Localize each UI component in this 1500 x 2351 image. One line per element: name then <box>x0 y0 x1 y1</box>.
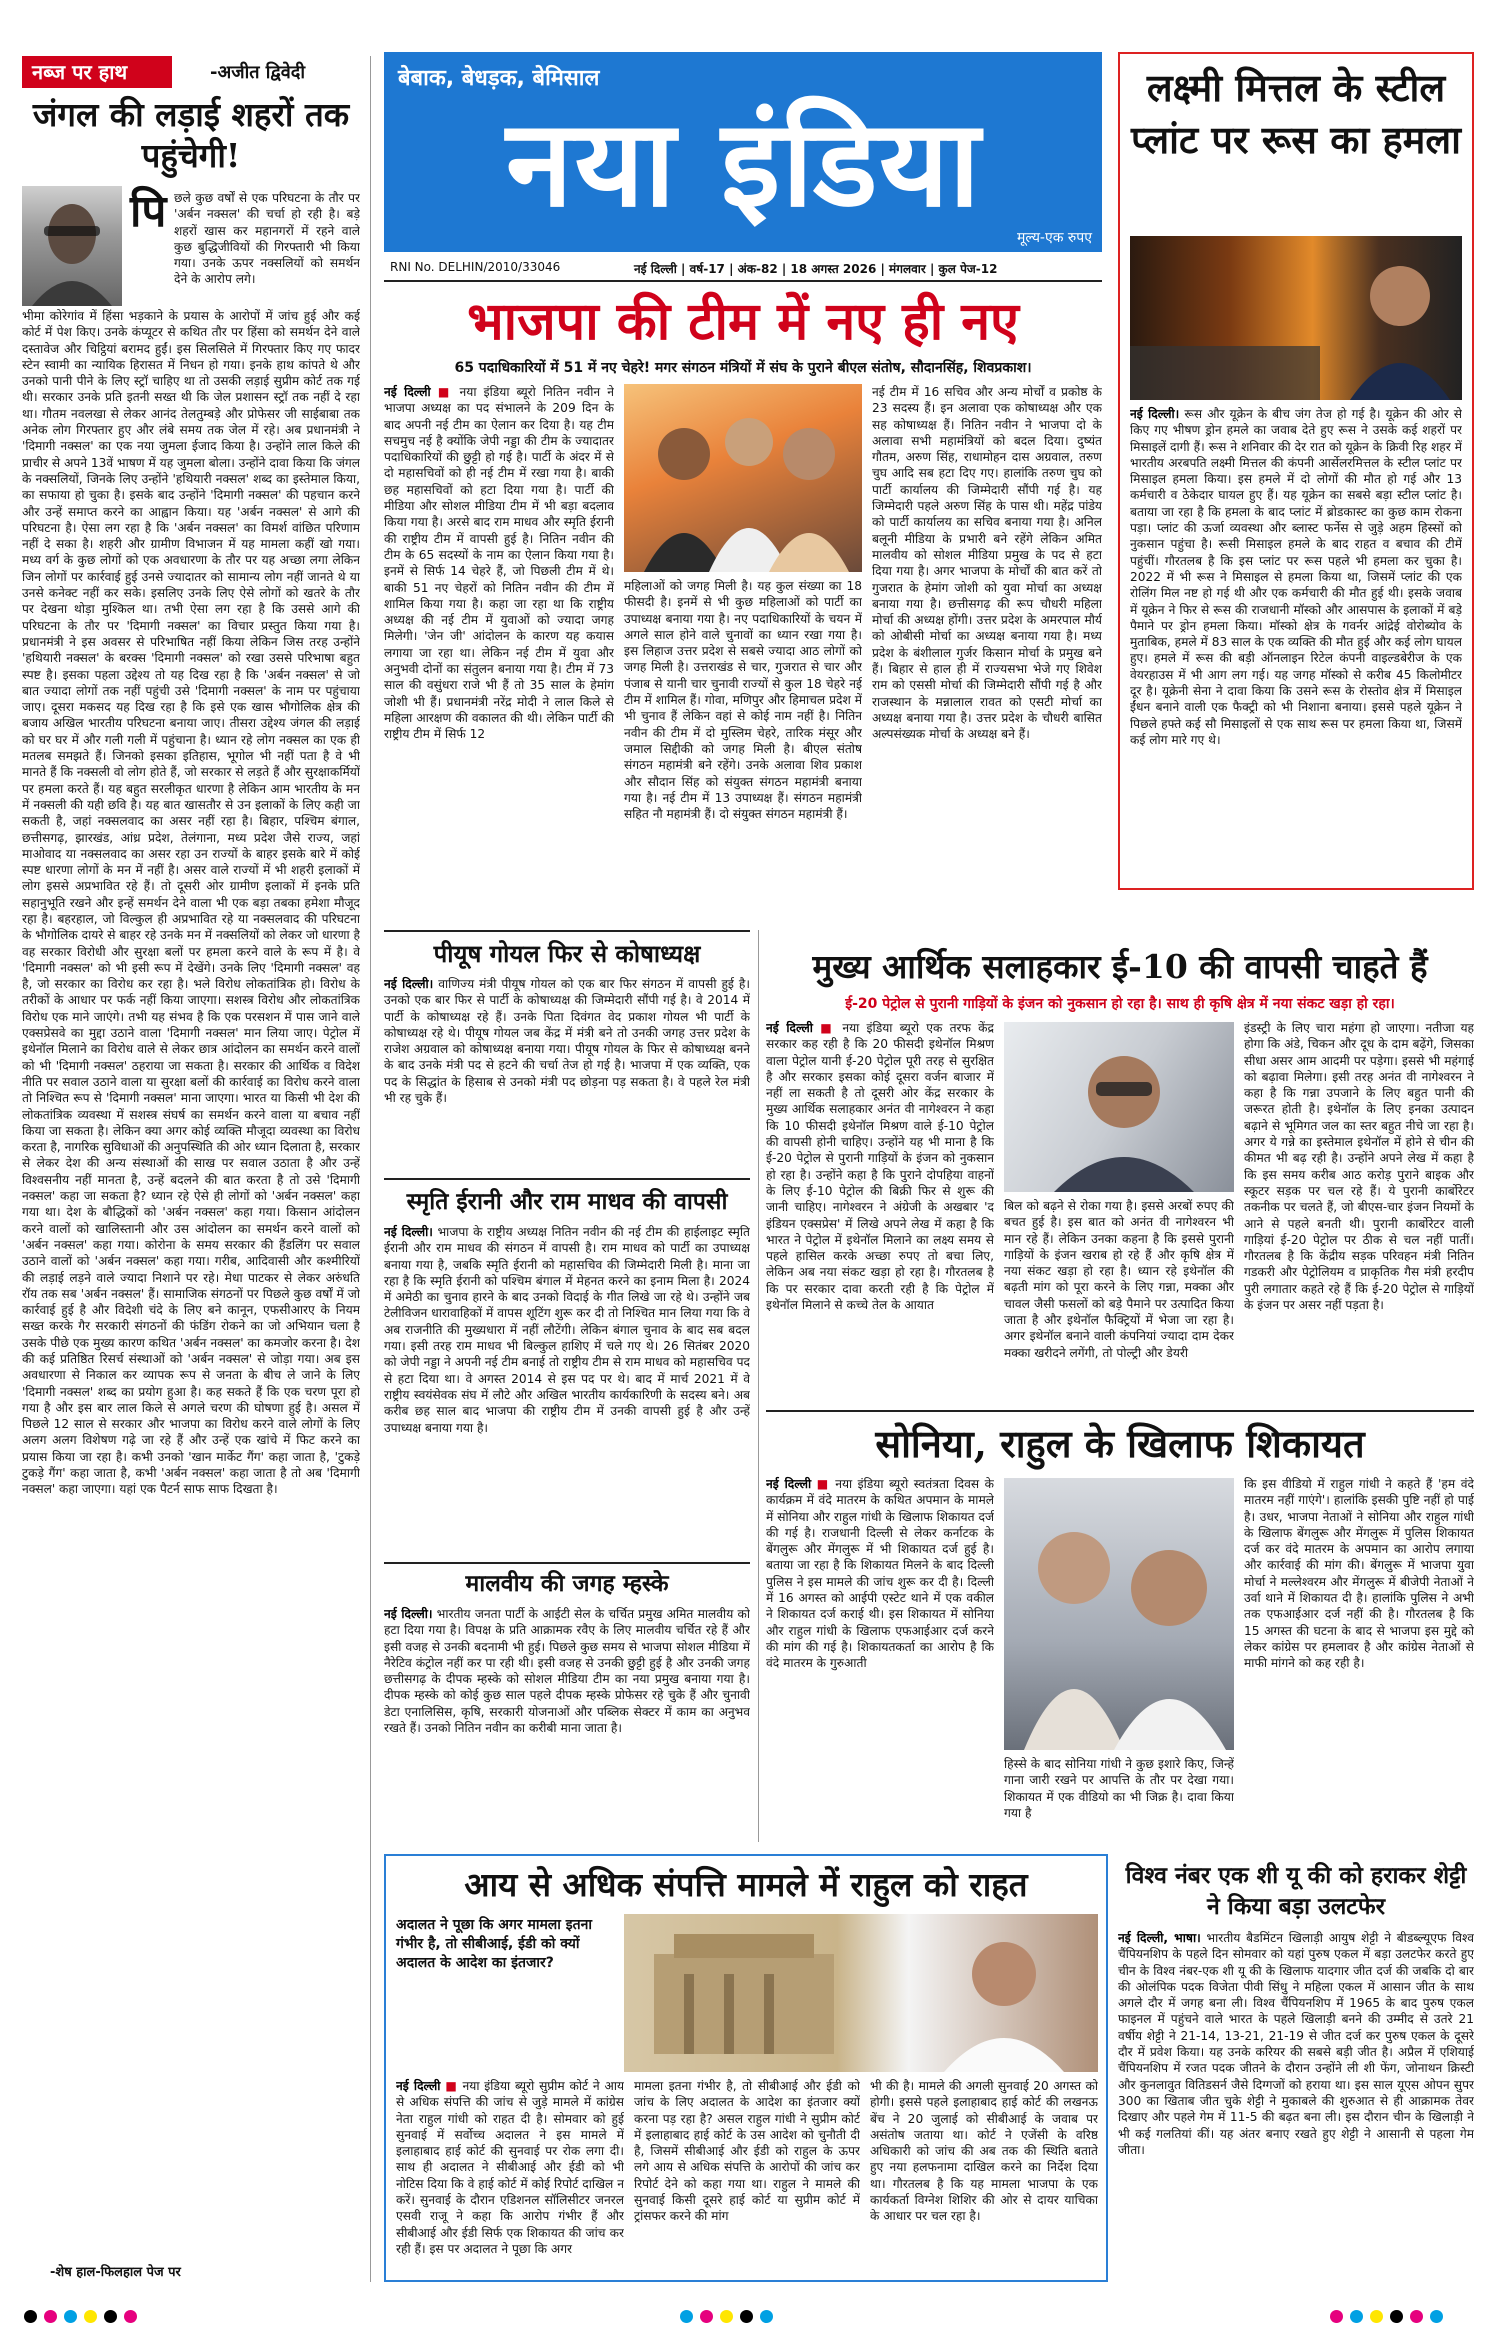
reg-dot <box>740 2310 753 2323</box>
masthead-rule <box>384 280 1102 282</box>
registration-marks-center <box>680 2310 880 2326</box>
adviser-headline: मुख्य आर्थिक सलाहकार ई-10 की वापसी चाहते हैं <box>812 947 1428 986</box>
reg-dot <box>680 2310 693 2323</box>
column-left <box>22 56 360 2282</box>
lead-col2: महिलाओं को जगह मिली है। यह कुल संख्या का 18 फीसदी है। इनमें से भी कुछ महिलाओं को पार्टी का उपाध्यक्ष बनाया गया है। नए पदाधिकारियों के चयन में अगले साल होने वाले चुनावों का ध्यान रखा गया है। इस लिहाज उत्तर प्रदेश से सबसे ज्यादा आठ लोगों को जगह मिली है। उत्तराखंड से चार, गुजरात से चार और पंजाब से यानी चार चुनावी राज्यों से कुल 18 चेहरे नई टीम में शामिल हैं। गोवा, मणिपुर और हिमाचल प्रदेश में भी चुनाव हैं लेकिन वहां से कोई नाम नहीं है। नितिन नवीन की टीम में दो मुस्लिम चेहरे, तारिक मंसूर और जमाल सिद्दीकी को जगह मिली है। बीएल संतोष संगठन महामंत्री बने रहेंगे। उनके अलावा शिव प्रकाश और सौदान सिंह को संयुक्त संगठन महामंत्री बनाया गया है। नई टीम में 13 उपाध्यक्ष हैं। संगठन महामंत्री सहित नौ महामंत्री हैं। दो संयुक्त संगठन महामंत्री हैं। <box>624 579 862 822</box>
column-author: -अजीत द्विवेदी <box>210 62 306 83</box>
reg-dot <box>104 2310 117 2323</box>
smriti-headline: स्मृति ईरानी और राम माधव की वापसी <box>406 1189 728 1215</box>
mittal-headline: लक्ष्मी मित्तल के स्टील प्लांट पर रूस का हमला <box>1131 65 1461 162</box>
section-label: नब्ज पर हाथ <box>32 60 128 84</box>
malviya-headline: मालवीय की जगह म्हस्के <box>465 1571 669 1597</box>
adviser-col1 <box>766 1020 994 1400</box>
shetty-headline: विश्व नंबर एक शी यू की को हराकर शेट्टी ने किया बड़ा उलटफेर <box>1125 1862 1467 1920</box>
column-section-bar <box>22 56 360 88</box>
registration-marks-right <box>1330 2310 1480 2326</box>
rahul-photo <box>624 1914 1098 2072</box>
mittal-article <box>1130 406 1462 880</box>
rahul-col1-text: सुप्रीम कोर्ट ने आय से अधिक संपत्ति की जांच से जुड़े मामले में कांग्रेस नेता राहुल गांधी को राहत दी है। सोमवार को हुई सुनवाई में सर्वोच्च अदालत ने इस मामले में इलाहाबाद हाई कोर्ट की सुनवाई पर रोक लगा दी। साथ ही अदालत ने सीबीआई और ईडी को भी नोटिस दिया कि वे हाई कोर्ट में कोई रिपोर्ट दाखिल न करें। सुनवाई के दौरान एडिशनल सॉलिसीटर जनरल एसवी राजू ने कहा कि आरोप गंभीर हैं और सीबीआई और ईडी सिर्फ एक शिकायत की जांच कर रही हैं। इस पर अदालत ने पूछा कि अगर <box>396 2079 624 2256</box>
masthead-rni: RNI No. DELHIN/2010/33046 <box>390 260 561 274</box>
reg-dot <box>1370 2310 1383 2323</box>
reg-dot <box>720 2310 733 2323</box>
goyal-dateline: नई दिल्ली। <box>384 977 434 991</box>
author-photo <box>22 186 122 306</box>
sonia-byline: नया इंडिया ब्यूरो <box>835 1477 909 1491</box>
reg-dot <box>1330 2310 1343 2323</box>
rahul-col2: मामला इतना गंभीर है, तो सीबीआई और ईडी को जांच के लिए अदालत के आदेश का इंतजार क्यों करना पड़ रहा है? असल राहुल गांधी ने सुप्रीम कोर्ट में इलाहाबाद हाई कोर्ट के उस आदेश को चुनौती दी है, जिसमें सीबीआई और ईडी को राहुल के ऊपर लगे आय से अधिक संपत्ति के आरोपों की जांच कर रिपोर्ट देने को कहा गया था। राहुल ने मामले की सुनवाई किसी दूसरे हाई कोर्ट या सुप्रीम कोर्ट में ट्रांसफर करने की मांग <box>634 2079 860 2224</box>
smriti-article <box>384 1224 750 1556</box>
rahul-headline: आय से अधिक संपत्ति मामले में राहुल को राहत <box>464 1865 1028 1904</box>
lead-col1-text: नितिन नवीन ने भाजपा अध्यक्ष का पद संभालने के 209 दिन के बाद अपनी नई टीम का ऐलान कर दिया है। यह टीम सचमुच नई है क्योंकि जेपी नड्डा की टीम के ज्यादातर पदाधिकारियों की छुट्टी हो गई है। पार्टी के अंदर में से दो महासचिवों को ही नई टीम में रखा गया है। बाकी छह महासचिवों को हटा दिया गया है। पार्टी की मीडिया और सोशल मीडिया टीम में भी बड़ा बदलाव किया गया है। अरसे बाद राम माधव और स्मृति ईरानी की राष्ट्रीय टीम में वापसी हुई है। नितिन नवीन की टीम के 65 सदस्यों के नाम का ऐलान किया गया है। इनमें से सिर्फ 14 चेहरे हैं, जो पिछली टीम में थे। बाकी 51 नए चेहरों को नितिन नवीन की टीम में शामिल किया गया है। कहा जा रहा था कि राष्ट्रीय अध्यक्ष की नई टीम में युवाओं को ज्यादा जगह मिलेगी। 'जेन जी' आंदोलन के कारण यह कयास लगाया जा रहा था। लेकिन नई टीम में युवा और अनुभवी दोनों का संतुलन बनाया गया है। टीम में 73 साल की वसुंधरा राजे भी हैं तो 35 साल के हेमांग जोशी भी हैं। प्रधानमंत्री नरेंद्र मोदी ने लाल किले से महिला आरक्षण की वकालत की थी। लेकिन पार्टी की राष्ट्रीय टीम में सिर्फ 12 <box>384 385 614 742</box>
smriti-rule <box>384 1178 750 1180</box>
sonia-col3: कि इस वीडियो में राहुल गांधी ने कहते हैं 'हम वंदे मातरम नहीं गाएंगे'। हालांकि इसकी पुष्टि नहीं हो पाई है। उधर, भाजपा नेताओं ने सोनिया और राहुल गांधी के खिलाफ बेंगलुरू और मेंगलुरू में पुलिस शिकायत दर्ज कर वंदे मातरम के अपमान का आरोप लगाया और कार्रवाई की मांग की। बेंगलुरू में भाजपा युवा मोर्चा ने मल्लेश्वरम और मेंगलुरू में बीजेपी नेताओं ने उर्वा थाने में शिकायत दी है। हालांकि पुलिस ने अभी तक एफआईआर दर्ज नहीं की है। गौरतलब है कि 15 अगस्त की घटना के बाद से भाजपा इस मुद्दे को लेकर कांग्रेस पर हमलावर है और कांग्रेस नेताओं से माफी मांगने को कह रही है। <box>1244 1477 1474 1671</box>
reg-dot <box>700 2310 713 2323</box>
smriti-dateline: नई दिल्ली। <box>384 1225 433 1239</box>
lead-photo <box>624 384 862 572</box>
column-headline: जंगल की लड़ाई शहरों तक पहुंचेगी! <box>32 95 350 175</box>
goyal-body: वाणिज्य मंत्री पीयूष गोयल को एक बार फिर संगठन में वापसी हुई है। उनको एक बार फिर से पार्टी के कोषाध्यक्ष की जिम्मेदारी सौंपी गई है। वे 2014 में पार्टी के कोषाध्यक्ष रहे हैं। उनके पिता दिवंगत वेद प्रकाश गोयल भी पार्टी के कोषाध्यक्ष रहे थे। पीयूष गोयल जब केंद्र में मंत्री बने तो उनकी जगह उत्तर प्रदेश के राजेश अग्रवाल को कोषाध्यक्ष बनाया गया। पीयूष गोयल के फिर से कोषाध्यक्ष बनने के बाद उनके मंत्री पद से हटने की चर्चा तेज हो गई है। भाजपा में एक व्यक्ति, एक पद के सिद्धांत के हिसाब से उनको मंत्री पद छोड़ना पड़ सकता है। वे पहले रेल मंत्री भी रह चुके हैं। <box>384 977 750 1106</box>
section-label-badge <box>22 56 172 88</box>
adviser-col2: बिल को बढ़ने से रोका गया है। इससे अरबों रुपए की बचत हुई है। इस बात को अनंत वी नागेश्वरन भी मान रहे हैं। लेकिन उनका कहना है कि इससे पुरानी गाड़ियों के इंजन खराब हो रहे हैं और कृषि क्षेत्र में नया संकट खड़ा हो रहा है। ध्यान रहे इथेनॉल की बढ़ती मांग को पूरा करने के लिए गन्ना, मक्का और चावल जैसी फसलों को बड़े पैमाने पर उत्पादित किया जाता है और इथेनॉल फैक्ट्रियों में भेजा जा रहा है। अगर इथेनॉल बनाने वाली कंपनियां ज्यादा दाम देकर मक्का खरीदने लगेंगी, तो पोल्ट्री और डेयरी <box>1004 1199 1234 1360</box>
mittal-body: रूस और यूक्रेन के बीच जंग तेज हो गई है। यूक्रेन की ओर से किए गए भीषण ड्रोन हमले का जवाब देते हुए रूस ने उसके कई शहरों पर मिसाइलें दागी हैं। रूस ने शनिवार की देर रात को यूक्रेन के क्रिवी रिह शहर में भारतीय अरबपति लक्ष्मी मित्तल की कंपनी आर्सेलरमित्तल के स्टील प्लांट पर मिसाइल हमला किया। इस हमले में दो लोगों की मौत हो गई और 13 कर्मचारी व ठेकेदार घायल हुए हैं। यह यूक्रेन का सबसे बड़ा स्टील प्लांट है। बताया जा रहा है कि हमला के बाद प्लांट में ब्रोडकास्ट का कुछ काम रोकना पड़ा। प्लांट की ऊर्जा व्यवस्था और ब्लास्ट फर्नेस से जुड़े अहम हिस्सों को नुकसान पहुंचा है। रूसी मिसाइल हमले के बाद राहत व बचाव की टीमें पहुंचीं। गौरतलब है कि इस प्लांट पर रूस पहले भी हमला कर चुका है। 2022 में भी रूस ने मिसाइल से हमला किया था, जिसमें प्लांट की एक रोलिंग मिल नष्ट हो गई थी और एक कर्मचारी की मौत हुई थी। इसके जवाब में यूक्रेन ने फिर से रूस की राजधानी मॉस्को और आसपास के इलाकों में बड़े पैमाने पर ड्रोन हमला किया। मॉस्को क्षेत्र के गवर्नर आंद्रेई वोरोब्योव के मुताबिक, हमले में 83 साल के एक व्यक्ति की मौत हुई और कई लोग घायल हुए। हमले में रूस की बड़ी ऑनलाइन रिटेल कंपनी वाइल्डबेरीज के एक वेयरहाउस में भी आग लग गई। यह जगह मॉस्को से करीब 45 किलोमीटर दूर है। यूक्रेनी सेना ने दावा किया कि उसने रूस के रोस्तोव क्षेत्र में मिसाइल ईंधन बनाने वाली एक फैक्ट्री को भी निशाना बनाया। इससे पहले यूक्रेन ने पिछले हफ्ते कई सौ मिसाइलों से एक साथ रूस पर हमला किया था, जिसमें कई लोग मारे गए थे। <box>1130 407 1462 747</box>
mittal-photo <box>1130 236 1462 400</box>
reg-dot <box>64 2310 77 2323</box>
lead-dateline: नई दिल्ली <box>384 385 431 399</box>
reg-dot <box>44 2310 57 2323</box>
masthead-price: मूल्य-एक रुपए <box>1017 230 1092 246</box>
malviya-article <box>384 1606 750 1842</box>
adviser-dateline: नई दिल्ली <box>766 1021 813 1035</box>
reg-dot <box>1430 2310 1443 2323</box>
smriti-body: भाजपा के राष्ट्रीय अध्यक्ष नितिन नवीन की नई टीम की हाईलाइट स्मृति ईरानी और राम माधव की संगठन में वापसी है। राम माधव को पार्टी का उपाध्यक्ष बनाया गया है, जबकि स्मृति ईरानी को महासचिव की जिम्मेदारी मिली है। माना जा रहा है कि स्मृति ईरानी को पश्चिम बंगाल में मेहनत करने का इनाम मिला है। 2024 में अमेठी का चुनाव हारने के बाद उनको विदाई के गीत लिखे जा रहे थे। उन्होंने जब टेलीविजन धारावाहिकों में वापस शूटिंग शुरू कर दी तो निश्चित मान लिया गया कि वे अब राजनीति की मुख्यधारा में नहीं लौटेंगी। लेकिन बंगाल चुनाव के बाद सब बदल गया। इसी तरह राम माधव भी बिल्कुल हाशिए में चले गए थे। 26 सितंबर 2020 को जेपी नड्डा ने अपनी नई टीम बनाई तो राष्ट्रीय टीम से राम माधव को महासचिव पद से हटा दिया था। वे अगस्त 2014 से इस पद पर थे। बाद में मार्च 2021 में वे राष्ट्रीय स्वयंसेवक संघ में लौटे और अखिल भारतीय कार्यकारिणी के सदस्य बने। अब करीब छह साल बाद भाजपा की राष्ट्रीय टीम में उनकी वापसी हुई है और उन्हें उपाध्यक्ष बनाया गया है। <box>384 1225 750 1435</box>
lead-byline: नया इंडिया ब्यूरो <box>459 385 536 399</box>
malviya-body: भारतीय जनता पार्टी के आईटी सेल के चर्चित प्रमुख अमित मालवीय को हटा दिया गया है। विपक्ष के प्रति आक्रामक रवैए के लिए मालवीय चर्चित रहे हैं और इसी वजह से उनकी बदनामी भी हुई। पिछले कुछ समय से भाजपा सोशल मीडिया में नैरेटिव कंट्रोल नहीं कर पा रही थी। इसी वजह से उनकी छुट्टी हुई है और उनकी जगह छत्तीसगढ़ के दीपक म्हस्के को सोशल मीडिया टीम का नया प्रमुख बनाया गया है। दीपक म्हस्के को कोई कुछ साल पहले दीपक म्हस्के प्रोफेसर रहे चुके हैं और चुनावी डेटा एनालिसिस, कृषि, सरकारी योजनाओं और पब्लिक सेक्टर में काम का अनुभव रखते हैं। उनको नितिन नवीन का करीबी माना जाता है। <box>384 1607 750 1736</box>
sonia-col1-text: स्वतंत्रता दिवस के कार्यक्रम में वंदे मातरम के कथित अपमान के मामले में सोनिया और राहुल गांधी के खिलाफ शिकायत दर्ज की गई है। राजधानी दिल्ली से लेकर कर्नाटक के बेंगलुरू और मेंगलुरू में भी शिकायत दर्ज हुई है। बताया जा रहा है कि शिकायत मिलने के बाद दिल्ली पुलिस ने इस मामले की जांच शुरू कर दी है। दिल्ली में 16 अगस्त को आईपी एस्टेट थाने में एक वकील ने शिकायत दर्ज कराई थी। इस शिकायत में सोनिया और राहुल गांधी के खिलाफ एफआईआर दर्ज करने की मांग की गई है। शिकायतकर्ता का आरोप है कि वंदे मातरम के गुरुआती <box>766 1477 994 1671</box>
lead-byline-badge: ■ <box>437 385 453 399</box>
reg-dot <box>1390 2310 1403 2323</box>
malviya-rule <box>384 1562 750 1564</box>
rahul-byline-badge: ■ <box>445 2079 458 2093</box>
adviser-photo <box>1004 1022 1234 1192</box>
sonia-photo <box>1004 1478 1234 1750</box>
reg-dot <box>1410 2310 1423 2323</box>
sonia-rule <box>766 1410 1474 1412</box>
rahul-dateline: नई दिल्ली <box>396 2079 441 2093</box>
sonia-byline-badge: ■ <box>816 1477 830 1491</box>
goyal-rule <box>384 930 750 932</box>
reg-dot <box>1350 2310 1363 2323</box>
rahul-byline: नया इंडिया ब्यूरो <box>462 2079 535 2093</box>
middle-divider <box>758 930 759 1842</box>
adviser-byline: नया इंडिया ब्यूरो <box>842 1021 919 1035</box>
adviser-subhead: ई-20 पेट्रोल से पुरानी गाड़ियों के इंजन को नुकसान हो रहा है। साथ ही कृषि क्षेत्र में नया संकट खड़ा हो रहा। <box>845 996 1395 1012</box>
sonia-headline: सोनिया, राहुल के खिलाफ शिकायत <box>875 1421 1365 1466</box>
masthead-tagline: बेबाक, बेधड़क, बेमिसाल <box>398 66 600 91</box>
mittal-dateline: नई दिल्ली। <box>1130 407 1180 421</box>
column-dropcap: पि <box>130 186 167 237</box>
masthead-meta: नई दिल्ली | वर्ष-17 | अंक-82 | 18 अगस्त 2026 | मंगलवार | कुल पेज-12 <box>634 262 998 276</box>
malviya-dateline: नई दिल्ली। <box>384 1607 433 1621</box>
lead-headline: भाजपा की टीम में नए ही नए <box>467 291 1019 352</box>
sonia-col2: हिस्से के बाद सोनिया गांधी ने कुछ इशारे किए, जिन्हें गाना जारी रखने पर आपत्ति के तौर पर देखा गया। शिकायत में एक वीडियो का भी जिक्र है। दावा किया गया है <box>1004 1757 1234 1820</box>
shetty-article <box>1118 1930 1474 2274</box>
column-body: भीमा कोरेगांव में हिंसा भड़काने के प्रयास के आरोपों में जांच हुई और कई कोर्ट में पेश किए। उनके कंप्यूटर से कथित तौर पर हिंसा को समर्थन देने वाले दस्तावेज और चिट्ठियां बरामद हुईं। इस सिलसिले में गिरफ्तार किए गए फादर स्टेन स्वामी का न्यायिक हिरासत में निधन हो गया। इनके हाथ कांपते थे और उनको पानी पीने के लिए स्ट्रॉ चाहिए था तो उसकी लड़ाई सुप्रीम कोर्ट तक गई थी। सरकार उनके प्रति इतनी सख्त थी कि जेल प्रशासन स्ट्रॉ तक नहीं दे रहा था। गौतम नवलखा से लेकर आनंद तेलतुम्बड़े और प्रोफेसर जी साईबाबा तक अनेक लोग गिरफ्तार हुए और लंबे समय तक जेल में रहे। अब प्रधानमंत्री ने 'दिमागी नक्सल' का एक नया जुमला ईजाद किया है। उन्होंने लाल किले की प्राचीर से अपने 13वें भाषण में यह जुमला बोला। उन्होंने दावा किया कि जंगल के नक्सलियों, जिनके लिए उन्होंने 'हथियारी नक्सल' शब्द का इस्तेमाल किया, का सफाया हो चुका है। इसके बाद उन्होंने 'दिमागी नक्सल' की पहचान करने और उन्हें समाप्त करने का आह्वान किया। यह 'अर्बन नक्सल' से आगे की परिघटना है। ऐसा लग रहा है कि 'अर्बन नक्सल' का विमर्श वांछित परिणाम नहीं दे सका है। शहरी और ग्रामीण विभाजन में यह मामला कहीं खो गया। मध्य वर्ग के कुछ लोगों को एक अवधारणा के तौर पर यह अच्छा लगा लेकिन जिन लोगों पर कार्रवाई हुई उनसे ज्यादातर को सामान्य लोग नहीं जानते थे या उनसे कनेक्ट नहीं कर सके। इसलिए उनके लिए ऐसे लोगों को खतरे के तौर पर देखना थोड़ा मुश्किल था। तभी ऐसा लग रहा है कि उससे आगे की परिघटना के तौर पर 'दिमागी नक्सल' का विचार प्रस्तुत किया गया है। प्रधानमंत्री ने इस अवसर से परिभाषित नहीं किया लेकिन जिस तरह उन्होंने 'हथियारी नक्सल' के बरक्स 'दिमागी नक्सल' को रखा उससे परिभाषा बहुत स्पष्ट है। इसका पहला उद्देश्य तो यह दिख रहा है कि 'अर्बन नक्सल' से जो बात ज्यादा लोगों तक नहीं पहुंची उसे 'दिमागी नक्सल' के नाम पर पहुंचाया जाए। दूसरा मकसद यह दिख रहा है कि इसे एक खास भौगोलिक क्षेत्र की बजाय अखिल भारतीय परिघटना बनाया जाए। तीसरा उद्देश्य जंगल की लड़ाई को घर घर में और गली गली में पहुंचाना है। ध्यान रहे लोग नक्सल का एक ही मतलब समझते हैं। जिनको इसका इतिहास, भूगोल भी नहीं पता है वे भी मानते हैं कि नक्सली वो लोग होते हैं, जो सरकार से लड़ते हैं और सुरक्षाकर्मियों पर हमला करते हैं। यह बहुत सरलीकृत धारणा है लेकिन आम भारतीय के मन में नक्सली की यही छवि है। यह बात खासतौर से उन इलाकों के लिए कही जा सकती है, जहां नक्सलवाद का असर नहीं रहा है। बिहार, पश्चिम बंगाल, छत्तीसगढ़, झारखंड, आंध्र प्रदेश, तेलंगाना, मध्य प्रदेश जैसे राज्य, जहां माओवाद या नक्सलवाद का असर रहा उन राज्यों के बाहर इसके बारे में कोई स्पष्ट धारणा लोगों के मन में नहीं है। असर वाले राज्यों में भी शहरी इलाकों में लोग इससे अप्रभावित रहे हैं। तो दूसरी ओर ग्रामीण इलाकों में इनके प्रति सहानुभूति रखने और इन्हें समर्थन देने वाला भी एक बड़ा तबका हमेशा मौजूद रहा है। बहरहाल, जो विल्कुल ही अप्रभावित रहे या नक्सलवाद की परिघटना के भौगोलिक दायरे से बाहर रहे उनके मन में नक्सलियों को लेकर जो धारणा है वह सरकार विरोधी और सुरक्षा बलों पर हमला करने वाले के रूप में है। वे 'दिमागी नक्सल' को भी इसी रूप में देखेंगे। उनके लिए 'दिमागी नक्सल' वह है, जो सरकार का विरोध कर रहा है। भले विरोध लोकतांत्रिक हो। विरोध के तरीकों के आधार पर फर्क नहीं किया जाएगा। सशस्त्र विरोध और लोकतांत्रिक विरोध एक माने जाएंगे। तभी यह संभव है कि एक परसशन में पास जाने वाले एक्सप्रेसवे का मुद्दा उठाने वाला 'दिमागी नक्सल' मान लिया जाए। पेट्रोल में इथेनॉल मिलाने का विरोध वाले से लेकर छात्र आंदोलन का समर्थन करने वालों को भी 'दिमागी नक्सल' ठहराया जा सकता है। सरकार की आर्थिक व विदेश नीति पर सवाल उठाने वाला या सुरक्षा बलों की कार्रवाई का विरोध करने वाला तो निश्चित रूप से 'दिमागी नक्सल' माना जाएगा। भारत या किसी भी देश की लोकतांत्रिक व्यवस्था में सशस्त्र संघर्ष का समर्थन करने वाला या बचाव नहीं किया जा सकता है। लेकिन क्या अगर कोई व्यक्ति मौजूदा व्यवस्था का विरोध करता है, नागरिक सुविधाओं की अनुपस्थिति की ओर ध्यान दिलाता है, सरकार से लेकर देश की अन्य संस्थाओं की साख पर सवाल उठाता है और उन्हें विश्वसनीय नहीं मानता है, उन्हें बदलने की बात करता है तो उसे 'दिमागी नक्सल' कहा जा सकता है? ध्यान रहे ऐसे ही लोगों को 'अर्बन नक्सल' कहा गया था। देश के बौद्धिकों को 'अर्बन नक्सल' कहा गया। किसान आंदोलन करने वालों को खालिस्तानी और उस आंदोलन का समर्थन करने वालों को 'अर्बन नक्सल' कहा गया। कोरोना के समय सरकार की हैंडलिंग पर सवाल उठाने वालों को 'अर्बन नक्सल' कहा गया। गरीब, आदिवासी और कश्मीरियों की लड़ाई लड़ने वाले ज्यादा निशाने पर रहे। मेधा पाटकर से लेकर अरुंधति रॉय तक सब 'अर्बन नक्सल' हैं। सामाजिक संगठनों पर पिछले कुछ वर्षों में जो कार्रवाई हुई है और विदेशी चंदे के लिए बने कानून, एफसीआरए के नियम सख्त करके गैर सरकारी संगठनों की फंडिंग रोकने का जो अभियान चला है उसके पीछे एक मुख्य कारण कथित 'अर्बन नक्सल' का कमजोर करना है। देश की कई प्रतिष्ठित रिसर्च संस्थाओं को 'अर्बन नक्सल' से जोड़ा गया। अब इस अवधारणा से निकाल कर व्यापक रूप से जनता के बीच ले जाने के लिए 'दिमागी नक्सल' शब्द का प्रयोग हुआ है। कह सकते हैं कि एक चरण पूरा हो गया है और इस बार लाल किले से अगले चरण की घोषणा हुई है। असल में पिछले 12 साल से सरकार और भाजपा का विरोध करने वाले लोगों के लिए अलग अलग विशेषण गढ़े जा रहे हैं और उन्हें एक खांचे में फिट करने का प्रयास किया जा रहा है। कभी उनको 'खान मार्केट गैंग' कहा जाता है, 'टुकड़े टुकड़े गैंग' कहा जाता है, कभी 'अर्बन नक्सल' कहा जाता है तो अब 'दिमागी नक्सल' कहा जाएगा। यहां एक पैटर्न साफ साफ दिखता है। <box>22 309 360 1497</box>
goyal-article <box>384 976 750 1172</box>
reg-dot <box>24 2310 37 2323</box>
masthead-title: नया इंडिया <box>506 93 982 234</box>
shetty-body: भारतीय बैडमिंटन खिलाड़ी आयुष शेट्टी ने बीडब्ल्यूएफ विश्व चैंपियनशिप के पहले दिन सोमवार को यहां पुरुष एकल में बड़ा उलटफेर करते हुए चीन के विश्व नंबर-एक शी यू की के खिलाफ यादगार जीत दर्ज की जबकि दो बार की ओलंपिक पदक विजेता पीवी सिंधु ने महिला एकल में आसान जीत के साथ अगले दौर में जगह बना ली। विश्व चैंपियनशिप में 1965 के बाद पुरुष एकल फाइनल में पहुंचने वाले भारत के पहले खिलाड़ी बनने की उम्मीद से उतरे 21 वर्षीय शेट्टी ने 21-14, 13-21, 21-19 से जीत दर्ज कर पुरुष एकल के दूसरे दौर में प्रवेश किया। यह उनके करियर की सबसे बड़ी जीत है। अप्रैल में एशियाई चैंपियनशिप में रजत पदक जीतने के दौरान उन्होंने ली शी फेंग, जोनाथन क्रिस्टी और कुनलावुत वितिडसर्न जैसे दिग्गजों को हराया था। इस साल यूएस ओपन सुपर 300 का खिताब जीत चुके शेट्टी ने मुकाबले की शुरुआत से ही आक्रामक तेवर दिखाए और पहले गेम में 11-5 की बढ़त बना ली। इस दौरान चीन के खिलाड़ी ने भी कई गलतियां कीं। यह अंतर बनाए रखते हुए शेट्टी ने आसानी से पहला गेम जीता। <box>1118 1931 1474 2157</box>
lead-col3: नई टीम में 16 सचिव और अन्य मोर्चों व प्रकोष्ठ के 23 सदस्य हैं। इन अलावा एक कोषाध्यक्ष और एक सह कोषाध्यक्ष हैं। नितिन नवीन ने भाजपा दो के अलावा सभी महामंत्रियों को बदल दिया। दुष्यंत गौतम, अरुण सिंह, राधामोहन दास अग्रवाल, तरुण चुघ आदि सब हटा दिए गए। हालांकि तरुण चुघ को पार्टी कार्यालय की जिम्मेदारी सौंपी गई है। यह जिम्मेदारी पहले अरुण सिंह के पास थी। महेंद्र पांडेय को पार्टी कार्यालय का सचिव बनाया गया है। अनिल बलूनी मीडिया के प्रभारी बने रहेंगे लेकिन अमित मालवीय को सोशल मीडिया प्रमुख के पद से हटा दिया गया है। अगर भाजपा के मोर्चों की बात करें तो गुजरात के हेमांग जोशी को युवा मोर्चा का अध्यक्ष बनाया गया है। छत्तीसगढ़ की रूप चौधरी महिला मोर्चा की अध्यक्ष होंगी। उत्तर प्रदेश के अमरपाल मौर्य को ओबीसी मोर्चा का अध्यक्ष बनाया गया है। मध्य प्रदेश के बंशीलाल गुर्जर किसान मोर्चा के प्रमुख बने हैं। बिहार से हाल ही में राज्यसभा भेजे गए शिवेश राम को एससी मोर्चा की जिम्मेदारी सौंपी गई है और राजस्थान के मन्नालाल रावत को एसटी मोर्चा का अध्यक्ष बनाया गया है। उत्तर प्रदेश के चौधरी बासित अल्पसंख्यक मोर्चा के अध्यक्ष बने हैं। <box>872 385 1102 742</box>
reg-dot <box>124 2310 137 2323</box>
rahul-col3: भी की है। मामले की अगली सुनवाई 20 अगस्त को होगी। इससे पहले इलाहाबाद हाई कोर्ट की लखनऊ बेंच ने 20 जुलाई को सीबीआई के जवाब पर असंतोष जताया था। कोर्ट ने एजेंसी के वरिष्ठ अधिकारी को जांच की अब तक की स्थिति बताते हुए नया हलफनामा दाखिल करने का निर्देश दिया था। गौरतलब है कि यह मामला भाजपा के एक कार्यकर्ता विग्नेश शिशिर की ओर से दायर याचिका के आधार पर चल रहा है। <box>870 2079 1098 2224</box>
adviser-col3: इंडस्ट्री के लिए चारा महंगा हो जाएगा। नतीजा यह होगा कि अंडे, चिकन और दूध के दाम बढ़ेंगे, जिसका सीधा असर आम आदमी पर पड़ेगा। इससे भी महंगाई को बढ़ावा मिलेगा। इसी तरह अनंत वी नागेश्वरन ने कहा है कि गन्ना उपजाने के लिए बहुत पानी की जरूरत होती है। इथेनॉल के लिए इनका उत्पादन बढ़ाने से भूमिगत जल का स्तर बहुत नीचे जा रहा है। अगर ये गन्ने का इस्तेमाल इथेनॉल में होने से चीन की कीमत भी बढ़ रही है। उन्होंने अपने लेख में कहा है कि इस समय करीब आठ करोड़ पुराने बाइक और स्कूटर सड़क पर चल रहे हैं। ये पुरानी कार्बोरेटर तकनीक पर चलते हैं, जो बीएस-चार इंजन नियमों के आने से पहले बनती थी। पुरानी कार्बोरेटर वाली गाड़ियां ई-20 पेट्रोल पर ठीक से चल नहीं पातीं। गौरतलब है कि केंद्रीय सड़क परिवहन मंत्री नितिन गडकरी और पेट्रोलियम व प्राकृतिक गैस मंत्री हरदीप पुरी लगातार कहते रहे हैं कि ई-20 पेट्रोल से गाड़ियों के इंजन पर असर नहीं पड़ता है। <box>1244 1021 1474 1313</box>
reg-dot <box>760 2310 773 2323</box>
rahul-subhead: अदालत ने पूछा कि अगर मामला इतना गंभीर है, तो सीबीआई, ईडी को क्यों अदालत के आदेश का इंतजार? <box>396 1917 593 1971</box>
adviser-col1-text: एक तरफ केंद्र सरकार कह रही है कि 20 फीसदी इथेनॉल मिश्रण वाला पेट्रोल यानी ई-20 पेट्रोल पूरी तरह से सुरक्षित है और सरकार इसका कोई दूसरा वर्जन बाजार में नहीं ला सकती है तो दूसरी ओर केंद्र सरकार के मुख्य आर्थिक सलाहकार अनंत वी नागेश्वरन ने कहा कि 10 फीसदी इथेनॉल मिश्रण वाले ई-10 पेट्रोल की वापसी होनी चाहिए। उन्होंने यह भी माना है कि ई-20 पेट्रोल से पुरानी गाड़ियों के इंजन को नुकसान हो रहा है। उन्होंने कहा है कि पुराने दोपहिया वाहनों के लिए ई-10 पेट्रोल की बिक्री फिर से शुरू की जानी चाहिए। नागेश्वरन ने अंग्रेजी के अखबार 'द इंडियन एक्सप्रेस' में लिखे अपने लेख में कहा है कि भारत ने पेट्रोल में इथेनॉल मिलाने का लक्ष्य समय से पहले हासिल करके अच्छा रुपए तो बचा लिए, लेकिन अब नया संकट खड़ा हो रहा है। गौरतलब है कि पर सरकार दावा करती रही है कि पेट्रोल में इथेनॉल मिलाने से कच्चे तेल के आयात <box>766 1021 994 1313</box>
lead-col1 <box>384 384 614 924</box>
rahul-col1 <box>396 2078 624 2274</box>
adviser-byline-badge: ■ <box>820 1021 836 1035</box>
column-divider <box>370 56 371 2282</box>
reg-dot <box>84 2310 97 2323</box>
column-continued: -शेष हाल-फिलहाल पेज पर <box>50 2265 181 2280</box>
shetty-dateline: नई दिल्ली, भाषा। <box>1118 1931 1201 1945</box>
registration-marks-left <box>24 2310 224 2326</box>
goyal-headline: पीयूष गोयल फिर से कोषाध्यक्ष <box>433 940 701 968</box>
lead-subhead: 65 पदाधिकारियों में 51 में नए चेहरे! मगर संगठन मंत्रियों में संघ के पुराने बीएल संतोष, सौदानसिंह, शिवप्रकाश। <box>454 360 1032 376</box>
sonia-col1 <box>766 1476 994 1842</box>
column-intro: छले कुछ वर्षों से एक परिघटना के तौर पर 'अर्बन नक्सल' की चर्चा हो रही है। बड़े शहरों खास कर महानगरों में रहने वाले कुछ बुद्धिजीवियों की गिरफ्तारी भी किया गया। उनके ऊपर नक्सलियों को समर्थन देने के आरोप लगे। <box>174 191 360 287</box>
sonia-dateline: नई दिल्ली <box>766 1477 812 1491</box>
